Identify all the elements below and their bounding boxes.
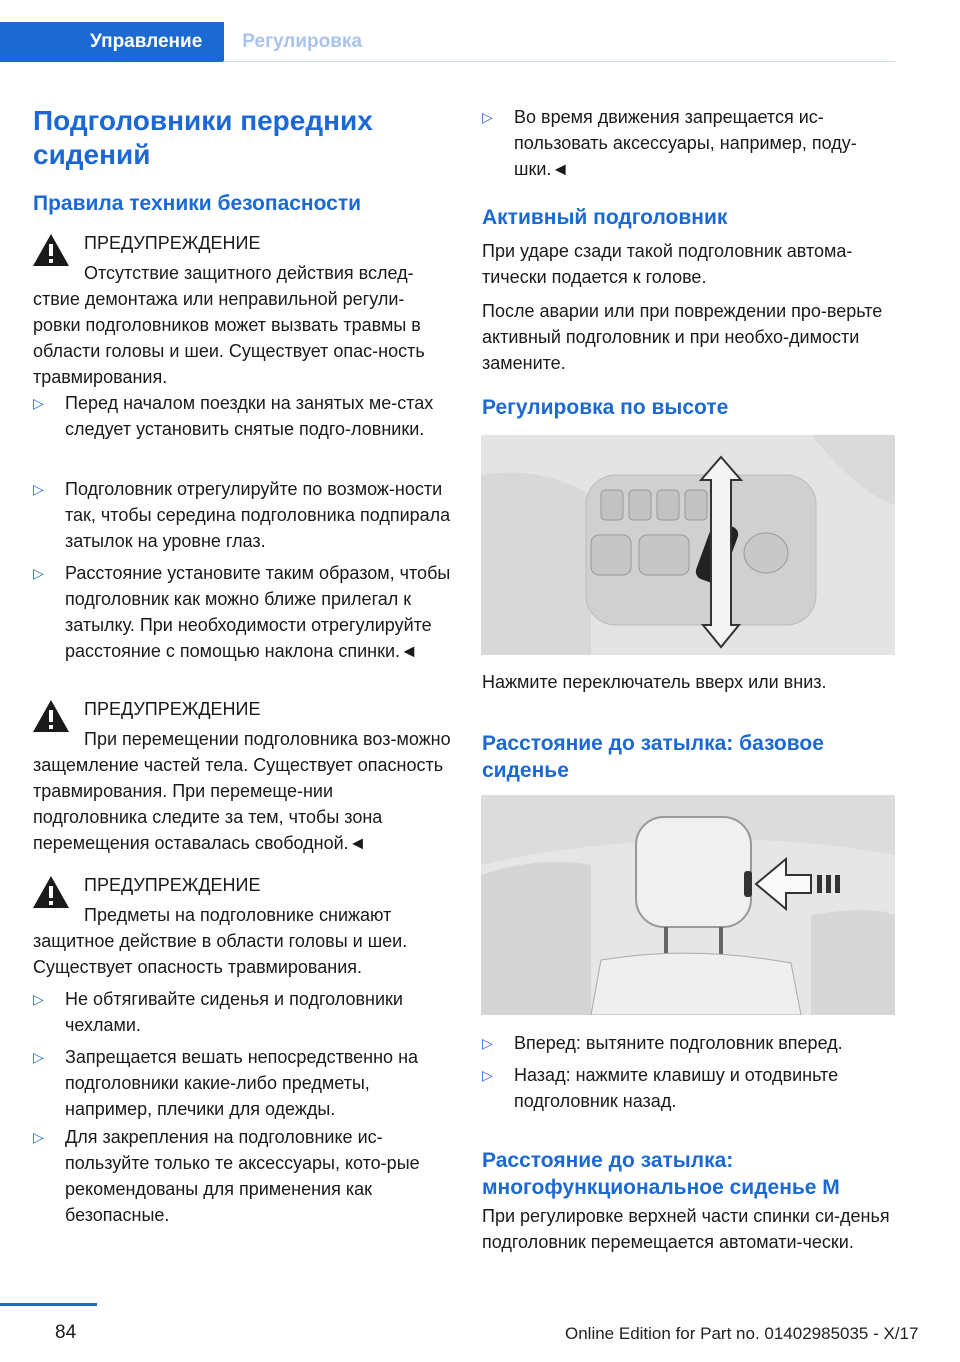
- triangle-bullet-icon: ▷: [482, 109, 493, 125]
- triangle-bullet-icon: ▷: [33, 395, 44, 411]
- footer-rule: [0, 1303, 97, 1306]
- list-item: ▷ Вперед: вытяните подголовник вперед.: [482, 1030, 896, 1056]
- active-paragraph-1: При ударе сзади такой подголовник автома-тически подается к голове.: [482, 241, 853, 287]
- warning2-label: ПРЕДУПРЕЖДЕНИЕ: [84, 699, 261, 719]
- section-safety-title: Правила техники безопасности: [33, 192, 362, 215]
- tab-upravlenie[interactable]: Управление: [0, 22, 224, 62]
- warning3-text: Предметы на подголовнике снижают защитное действие в области головы и шеи. Существует опасность травмирования.: [33, 905, 408, 977]
- page-title: Подголовники передних сидений: [33, 105, 373, 170]
- warning2-text: При перемещении подголовника воз-можно защемление частей тела. Существует опасность травмирования. При перемеще-нии подголовника следите за тем, чтобы зона перемещения оставалась свободной.◄: [33, 729, 451, 853]
- list-item: ▷ Не обтягивайте сиденья и подголовники чехлами.: [33, 986, 451, 1038]
- list-item: ▷ Запрещается вешать непосредственно на подголовники какие-либо предметы, например, плечики для одежды.: [33, 1044, 451, 1122]
- triangle-bullet-icon: ▷: [482, 1067, 493, 1083]
- section-multi-title: Расстояние до затылка: многофункциональное сиденье М: [482, 1149, 840, 1199]
- triangle-bullet-icon: ▷: [482, 1035, 493, 1051]
- headrest-illustration: [481, 795, 895, 1015]
- list-item: ▷ Во время движения запрещается ис-пользовать аксессуары, например, поду-шки.◄: [482, 104, 896, 182]
- list-item: ▷ Назад: нажмите клавишу и отодвиньте подголовник назад.: [482, 1062, 896, 1114]
- triangle-bullet-icon: ▷: [33, 1129, 44, 1145]
- triangle-bullet-icon: ▷: [33, 481, 44, 497]
- warning3-label: ПРЕДУПРЕЖДЕНИЕ: [84, 875, 261, 895]
- header-rule: [223, 61, 895, 62]
- section-distance-title: Расстояние до затылка: базовое сиденье: [482, 732, 824, 782]
- height-caption: Нажмите переключатель вверх или вниз.: [482, 672, 827, 692]
- list-item: ▷ Перед началом поездки на занятых ме-стах следует установить снятые подго-ловники.: [33, 390, 451, 442]
- header-tabs: [0, 22, 380, 62]
- warning1-label: ПРЕДУПРЕЖДЕНИЕ: [84, 233, 261, 253]
- tab-regulirovka[interactable]: Регулировка: [242, 31, 363, 52]
- triangle-bullet-icon: ▷: [33, 565, 44, 581]
- list-item: ▷ Для закрепления на подголовнике ис-пользуйте только те аксессуары, кото-рые рекомендованы для применения как безопасные.: [33, 1124, 451, 1228]
- warning1-text: Отсутствие защитного действия вслед-ствие демонтажа или неправильной регули-ровки подголовников может вызвать травмы в области головы и шеи. Существует опас-ность травмирования.: [33, 263, 425, 387]
- list-item: ▷ Расстояние установите таким образом, чтобы подголовник как можно ближе прилегал к затылку. При необходимости отрегулируйте расстояние с помощью наклона спинки.◄: [33, 560, 451, 664]
- multi-paragraph: При регулировке верхней части спинки си-денья подголовник перемещается автомати-чески.: [482, 1206, 890, 1252]
- triangle-bullet-icon: ▷: [33, 991, 44, 1007]
- section-height-title: Регулировка по высоте: [482, 396, 729, 419]
- active-paragraph-2: После аварии или при повреждении про-верьте активный подголовник и при необхо-димости замените.: [482, 301, 883, 373]
- triangle-bullet-icon: ▷: [33, 1049, 44, 1065]
- footer-edition: Online Edition for Part no. 01402985035 - X/17: [565, 1324, 919, 1343]
- page-number: 84: [55, 1322, 77, 1343]
- list-item: ▷ Подголовник отрегулируйте по возмож-ности так, чтобы середина подголовника подпирала затылок на уровне глаз.: [33, 476, 451, 554]
- section-active-title: Активный подголовник: [482, 206, 728, 229]
- seat-switch-illustration: [481, 435, 895, 655]
